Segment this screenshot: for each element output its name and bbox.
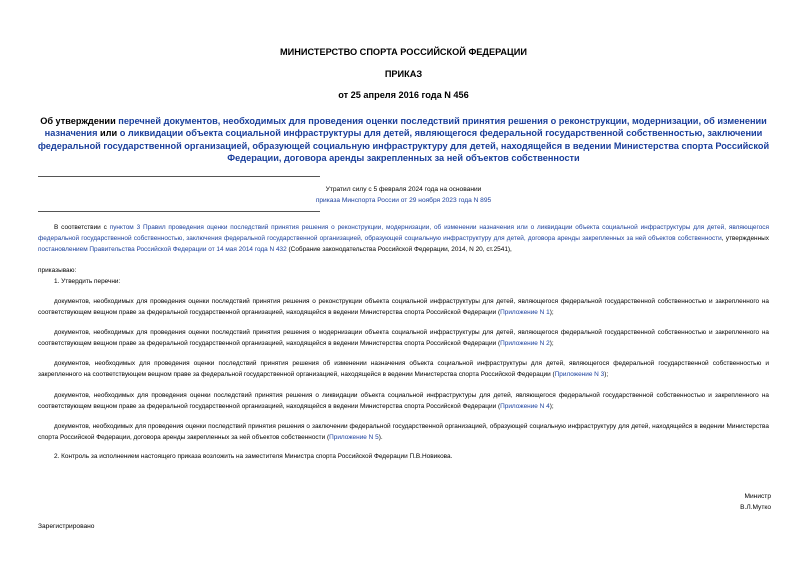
signature-position: Министр xyxy=(744,493,771,500)
list-item-2-end: ); xyxy=(549,340,554,348)
rules-link[interactable]: пунктом 3 Правил проведения оценки последствий принятия решения о реконструкции, модернизации, об изменении назначения или о ликвидации объекта социальной инфраструктуры для детей, являющегося федеральной государственной собственностью, заключения федеральной государственной организацией, образующей социальную инфраструктуру для детей, договора аренды закрепленных за ней объектов собственности xyxy=(38,224,769,243)
list-item-4 xyxy=(38,390,769,412)
ministry-name: МИНИСТЕРСТВО СПОРТА РОССИЙСКОЙ ФЕДЕРАЦИИ xyxy=(280,47,527,57)
preamble-text-3: (Собрание законодательства Российской Федерации, 2014, N 20, ст.2541), xyxy=(286,246,512,254)
resolution-link[interactable]: постановлением Правительства Российской Федерации от 14 мая 2014 года N 432 xyxy=(38,246,287,254)
divider-top xyxy=(38,176,320,177)
status-note-line1: Утратил силу с 5 февраля 2024 года на основании xyxy=(325,186,482,193)
preamble-paragraph xyxy=(38,222,769,256)
list-item-5-end: ). xyxy=(378,434,383,442)
item-1: 1. Утвердить перечни: xyxy=(54,278,121,285)
list-item-4-text: документов, необходимых для проведения оценки последствий принятия решения о ликвидации объекта социальной инфраструктуры для детей, являющегося федеральной государственной собственностью и закрепленного на соответствующем вещном праве за федеральной государственной организацией, находящейся в ведении Министерства спорта Российской Федерации ( xyxy=(38,392,769,411)
appendix-2-link[interactable]: Приложение N 2 xyxy=(500,340,550,348)
list-item-3-end: ); xyxy=(604,371,609,379)
preamble-text-2: , утвержденных xyxy=(721,235,769,243)
document-title xyxy=(36,115,771,165)
registered-label: Зарегистрировано xyxy=(38,523,95,530)
list-item-2-text: документов, необходимых для проведения оценки последствий принятия решения о модернизации объекта социальной инфраструктуры для детей, являющегося федеральной государственной собственностью и закрепленного на соответствующем вещном праве за федеральной государственной организацией, находящейся в ведении Министерства спорта Российской Федерации ( xyxy=(38,329,769,348)
title-middle: или xyxy=(97,128,120,139)
list-item-4-end: ); xyxy=(549,403,554,411)
title-link-rest[interactable]: о ликвидации объекта социальной инфраструктуры для детей, являющегося федеральной государственной собственностью, заключении федеральной государственной организацией, образующей социальную инфраструктуру для детей, находящейся в ведении Министерства спорта Российской Федерации, договора аренды закрепленных за ней объектов собственности xyxy=(37,128,770,164)
appendix-4-link[interactable]: Приложение N 4 xyxy=(500,403,550,411)
title-link[interactable]: перечней документов, необходимых для проведения оценки последствий принятия решения о реконструкции, модернизации, об изменении назначения xyxy=(44,116,767,139)
appendix-3-link[interactable]: Приложение N 3 xyxy=(554,371,605,379)
title-prefix: Об утверждении xyxy=(40,116,119,126)
list-item-5 xyxy=(38,421,769,443)
repeal-order-link[interactable]: приказа Минспорта России от 29 ноября 2023 года N 895 xyxy=(315,197,492,204)
list-item-3 xyxy=(38,358,769,380)
appendix-1-link[interactable]: Приложение N 1 xyxy=(500,309,550,317)
status-note-line2 xyxy=(0,195,807,206)
appendix-5-link[interactable]: Приложение N 5 xyxy=(329,434,379,442)
document-type: ПРИКАЗ xyxy=(384,69,423,79)
preamble-text-1: В соответствии с xyxy=(54,224,110,231)
list-item-1-text: документов, необходимых для проведения оценки последствий принятия решения о реконструкции объекта социальной инфраструктуры для детей, являющегося федеральной государственной собственностью и закрепленного на соответствующем вещном праве за федеральной государственной организацией, находящейся в ведении Министерства спорта Российской Федерации ( xyxy=(38,298,769,317)
item-2: 2. Контроль за исполнением настоящего приказа возложить на заместителя Министра спорта Российской Федерации П.В.Новикова. xyxy=(54,453,453,460)
signature-name: В.Л.Мутко xyxy=(740,504,771,511)
divider-bottom xyxy=(38,211,320,212)
list-item-2 xyxy=(38,327,769,349)
document-date-number: от 25 апреля 2016 года N 456 xyxy=(338,90,469,100)
list-item-1 xyxy=(38,296,769,318)
list-item-3-text: документов, необходимых для проведения оценки последствий принятия решения об изменении назначения объекта социальной инфраструктуры для детей, являющегося федеральной государственной собственностью и закрепленного на соответствующем вещном праве за федеральной государственной организацией, находящейся в ведении Министерства спорта Российской Федерации ( xyxy=(38,360,769,379)
list-item-5-text: документов, необходимых для проведения оценки последствий принятия решения о заключении федеральной государственной организацией, образующей социальную инфраструктуру для детей, находящейся в ведении Министерства спорта Российской Федерации, договора аренды закрепленных за ней объектов собственности ( xyxy=(38,423,769,442)
order-word: приказываю: xyxy=(38,267,77,274)
list-item-1-end: ); xyxy=(549,309,554,317)
